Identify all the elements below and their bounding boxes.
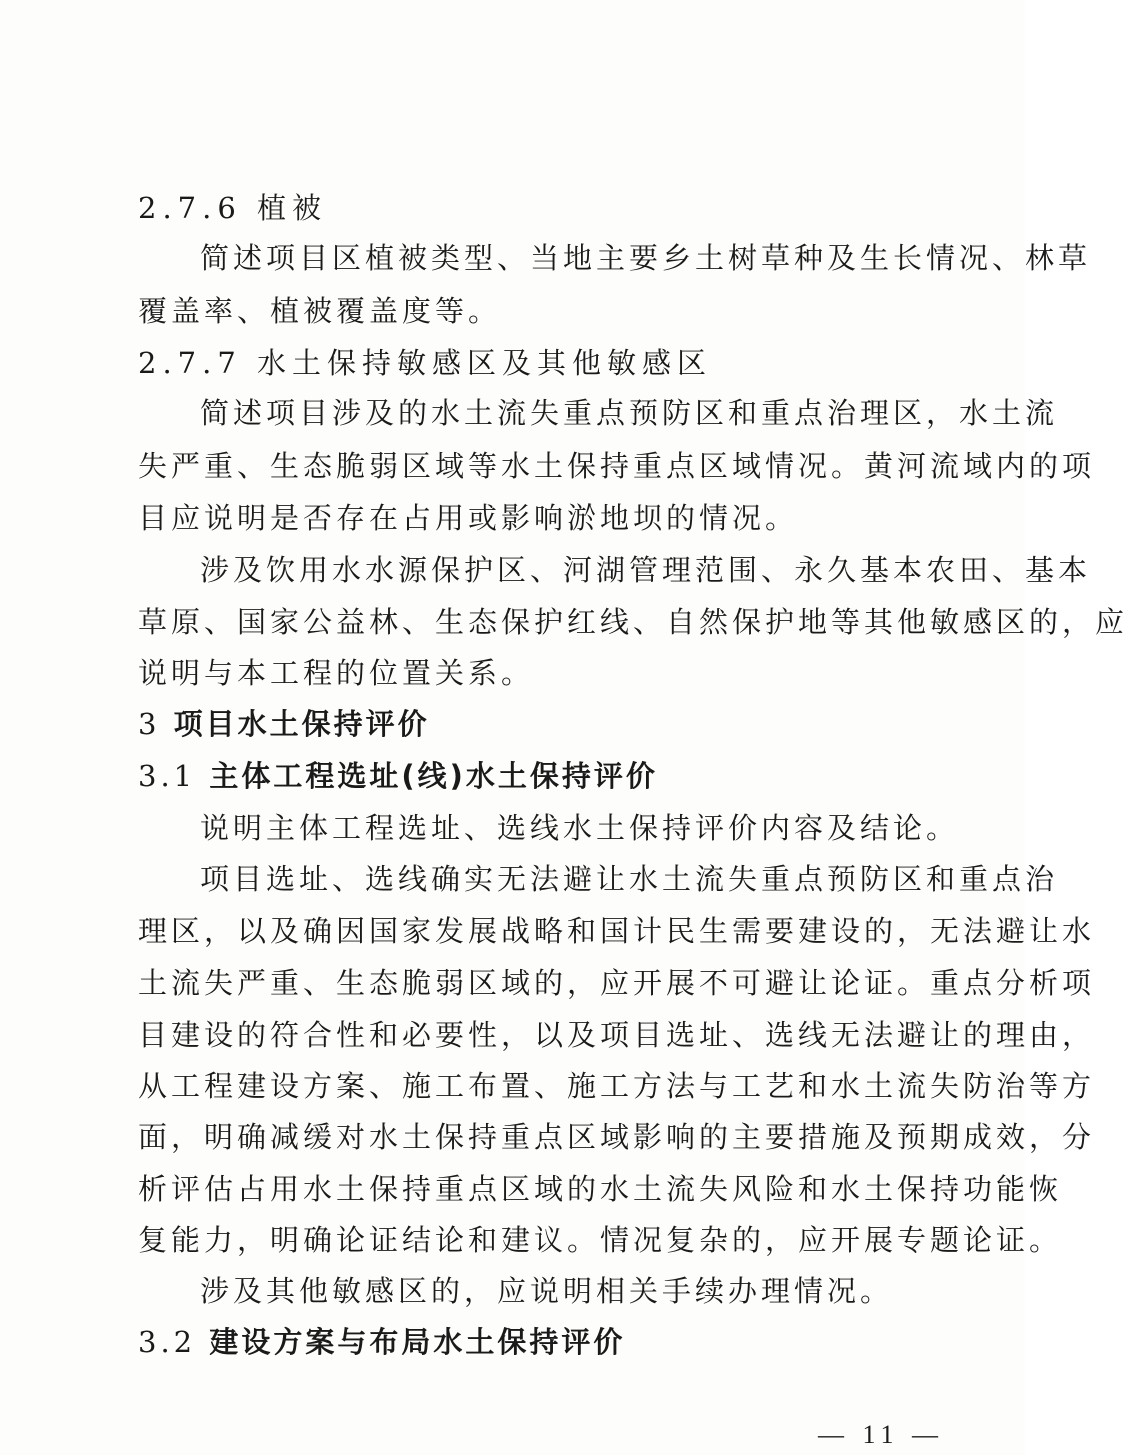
chapter-title: 项目水土保持评价 (173, 707, 430, 741)
page-number: — 11 — (818, 1420, 945, 1449)
paragraph-line: 从工程建设方案、施工布置、施工方法与工艺和水土流失防治等方 (138, 1069, 1096, 1103)
paragraph-line: 理区，以及确因国家发展战略和国计民生需要建设的，无法避让水 (138, 914, 1096, 948)
paragraph-line: 简述项目区植被类型、当地主要乡土树草种及生长情况、林草 (200, 241, 1092, 275)
section-heading-2-7-6: 2.7.6 植被 (138, 191, 328, 225)
paragraph-line: 说明与本工程的位置关系。 (138, 656, 535, 690)
paragraph-line: 草原、国家公益林、生态保护红线、自然保护地等其他敏感区的，应 (138, 605, 1128, 639)
paragraph-line: 析评估占用水土保持重点区域的水土流失风险和水土保持功能恢 (138, 1172, 1063, 1206)
paragraph-line: 项目选址、选线确实无法避让水土流失重点预防区和重点治 (200, 862, 1059, 896)
paragraph-line: 覆盖率、植被覆盖度等。 (138, 294, 502, 328)
paragraph-line: 复能力，明确论证结论和建议。情况复杂的，应开展专题论证。 (138, 1223, 1063, 1257)
paragraph-line: 土流失严重、生态脆弱区域的，应开展不可避让论证。重点分析项 (138, 966, 1096, 1000)
paragraph-line: 涉及饮用水水源保护区、河湖管理范围、永久基本农田、基本 (200, 553, 1092, 587)
paragraph-line: 目应说明是否存在占用或影响淤地坝的情况。 (138, 501, 799, 535)
chapter-number: 3 (138, 707, 161, 741)
paragraph-line: 简述项目涉及的水土流失重点预防区和重点治理区，水土流 (200, 396, 1059, 430)
section-title: 主体工程选址(线)水土保持评价 (209, 759, 658, 793)
paragraph-line: 目建设的符合性和必要性，以及项目选址、选线无法避让的理由， (138, 1018, 1096, 1052)
section-heading-3-2 (138, 1324, 625, 1360)
chapter-heading-3 (138, 706, 430, 742)
section-number: 3.2 (138, 1325, 197, 1359)
section-title: 建设方案与布局水土保持评价 (209, 1325, 626, 1359)
paragraph-line: 说明主体工程选址、选线水土保持评价内容及结论。 (200, 811, 960, 845)
section-heading-3-1 (138, 758, 658, 794)
paragraph-line: 涉及其他敏感区的，应说明相关手续办理情况。 (200, 1274, 894, 1308)
paragraph-line: 失严重、生态脆弱区域等水土保持重点区域情况。黄河流域内的项 (138, 449, 1096, 483)
section-heading-2-7-7: 2.7.7 水土保持敏感区及其他敏感区 (138, 346, 713, 380)
section-number: 3.1 (138, 759, 197, 793)
paragraph-line: 面，明确减缓对水土保持重点区域影响的主要措施及预期成效，分 (138, 1120, 1096, 1154)
